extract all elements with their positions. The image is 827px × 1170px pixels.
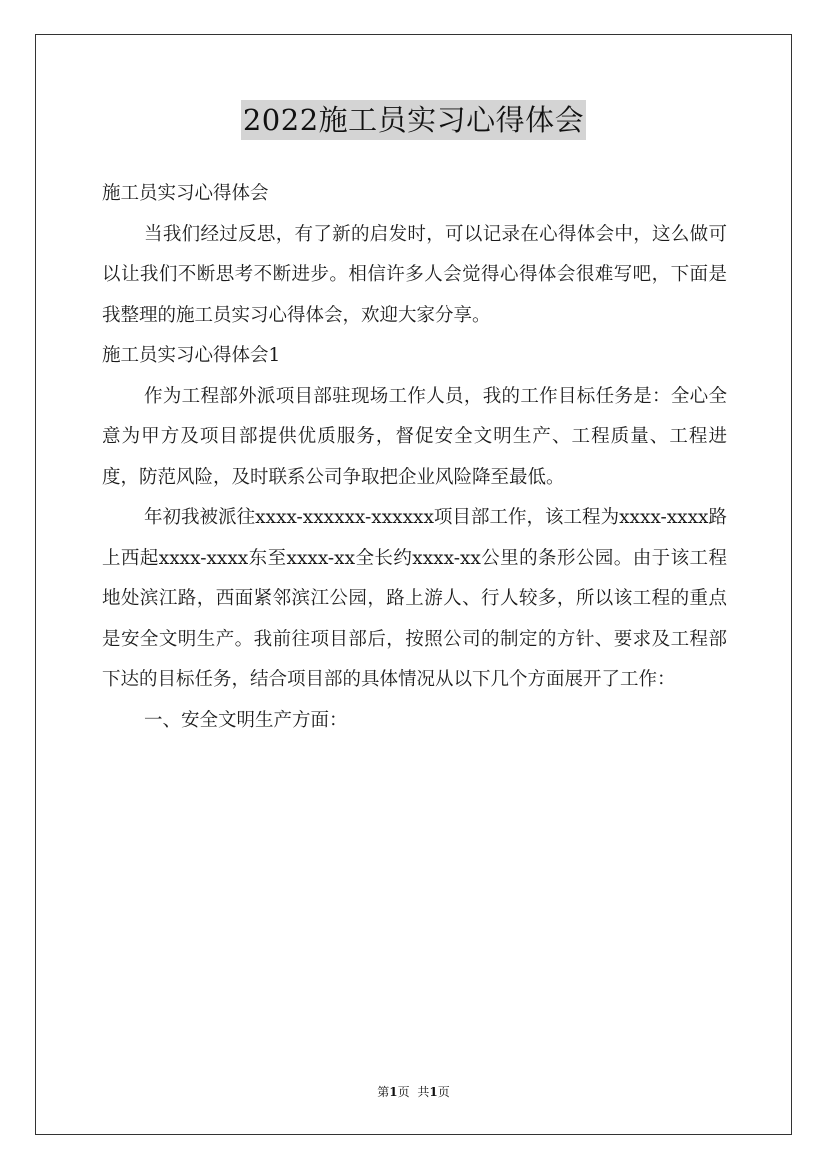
footer-page-suffix: 页: [397, 1085, 410, 1099]
footer-total-suffix: 页: [437, 1085, 450, 1099]
title-container: [0, 100, 827, 140]
footer-page-number: 1: [389, 1085, 398, 1099]
subtitle: 施工员实习心得体会: [102, 183, 269, 204]
intro-paragraph: 当我们经过反思，有了新的启发时，可以记录在心得体会中，这么做可以让我们不断思考不断进步。相信许多人会觉得心得体会很难写吧，下面是我整理的施工员实习心得体会，欢迎大家分享。: [102, 223, 727, 326]
page-footer: [0, 1084, 827, 1100]
document-body: [102, 174, 727, 741]
footer-page-prefix: 第: [377, 1085, 390, 1099]
body-paragraph-1: 作为工程部外派项目部驻现场工作人员，我的工作目标任务是：全心全意为甲方及项目部提供优质服务，督促安全文明生产、工程质量、工程进度，防范风险，及时联系公司争取把企业风险降至最低。: [102, 385, 727, 488]
list-item-heading: 一、安全文明生产方面：: [144, 709, 348, 731]
footer-total-prefix: 共: [417, 1085, 430, 1099]
document-title: 2022施工员实习心得体会: [241, 100, 586, 140]
body-paragraph-2: 年初我被派往xxxx-xxxxxx-xxxxxx项目部工作，该工程为xxxx-xxxx路上西起xxxx-xxxx东至xxxx-xx全长约xxxx-xx公里的条形公园。由于该工程地处滨江路，西面紧邻滨江公园，路上游人、行人较多，所以该工程的重点是安全文明生产。我前往项目部后，按照公司的制定的方针、要求及工程部下达的目标任务，结合项目部的具体情况从以下几个方面展开了工作：: [102, 507, 727, 690]
section-heading: 施工员实习心得体会1: [102, 345, 281, 366]
footer-total-pages: 1: [429, 1085, 438, 1099]
